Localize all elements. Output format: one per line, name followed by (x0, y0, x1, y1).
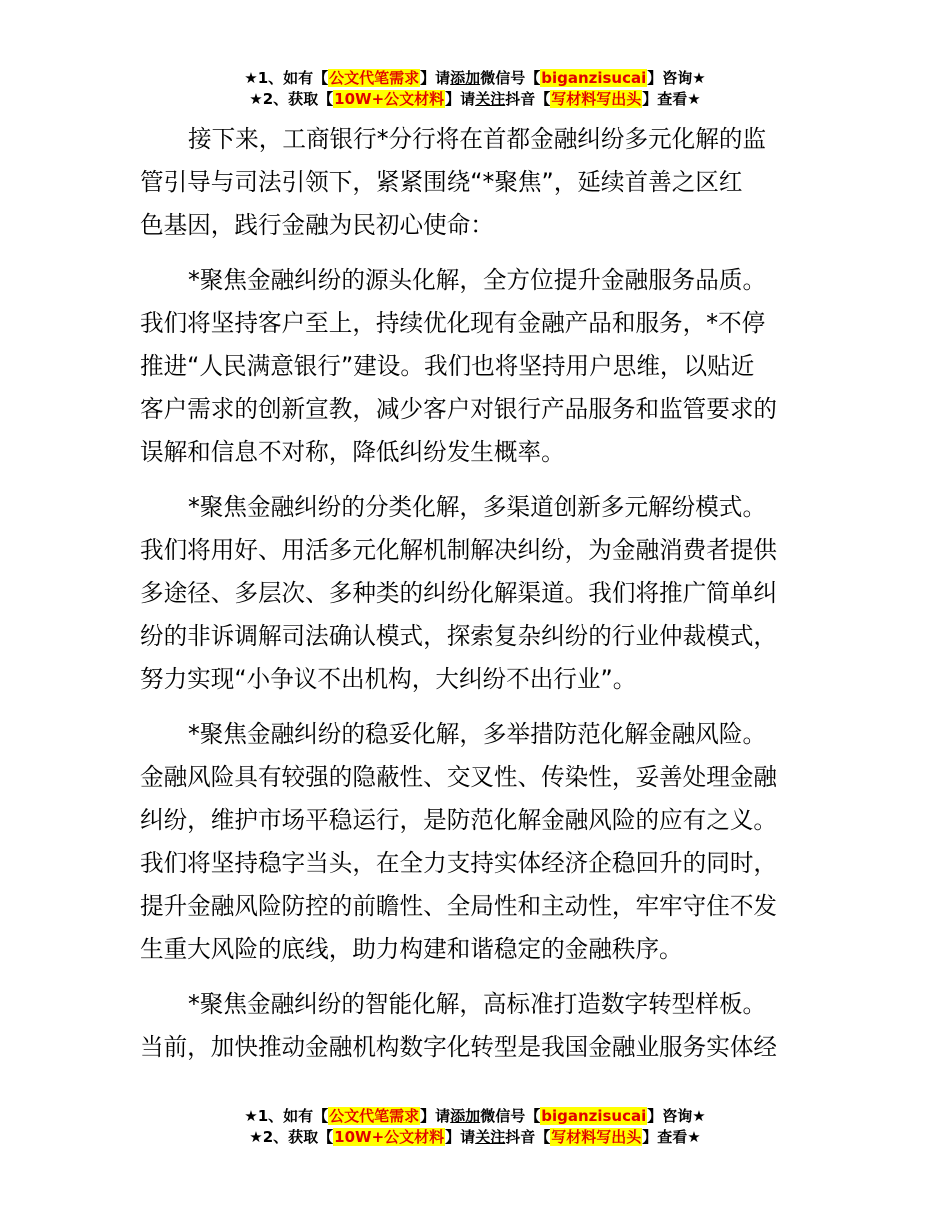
wechat-id-highlight: biganzisucai (541, 1107, 647, 1125)
banner-text: 】请 (445, 90, 476, 108)
text-line: 我们将坚持客户至上，持续优化现有金融产品和服务，*不停 (140, 309, 766, 337)
text-line: 管引导与司法引领下，紧紧围绕“*聚焦”，延续首善之区红 (140, 168, 743, 196)
star-icon: ★ (692, 69, 706, 87)
star-icon: ★ (687, 90, 701, 108)
text-line: *聚焦金融纠纷的稳妥化解，多举措防范化解金融风险。 (188, 720, 767, 748)
banner-text: 】咨询 (647, 69, 693, 87)
highlight-text: 公文代笔需求 (329, 69, 420, 87)
paragraph (140, 713, 812, 971)
banner-text: 】查看 (642, 1128, 688, 1146)
highlight-text: 公文代笔需求 (329, 1107, 420, 1125)
banner-text: 1、如有【 (257, 69, 329, 87)
star-icon: ★ (244, 69, 258, 87)
text-line: 色基因，践行金融为民初心使命： (140, 211, 494, 239)
banner-text: 】咨询 (647, 1107, 693, 1125)
highlight-text: 10W+公文材料 (334, 90, 445, 108)
text-line: 我们将用好、用活多元化解机制解决纠纷，为金融消费者提供 (140, 536, 778, 564)
document-body (140, 118, 812, 1081)
star-icon: ★ (244, 1107, 258, 1125)
banner-line-1 (0, 1106, 950, 1127)
text-line: 接下来，工商银行*分行将在首都金融纠纷多元化解的监 (188, 125, 767, 153)
text-line: 金融风险具有较强的隐蔽性、交叉性、传染性，妥善处理金融 (140, 763, 778, 791)
star-icon: ★ (692, 1107, 706, 1125)
text-line: 纷的非诉调解司法确认模式，探索复杂纠纷的行业仲裁模式， (140, 622, 778, 650)
banner-line-1 (0, 68, 950, 89)
text-line: 误解和信息不对称，降低纠纷发生概率。 (140, 438, 565, 466)
banner-text: 抖音【 (505, 90, 551, 108)
underlined-text: 关注 (475, 1128, 506, 1146)
banner-line-2 (0, 1127, 950, 1148)
banner-text: 微信号【 (480, 69, 541, 87)
paragraph (140, 259, 812, 474)
paragraph (140, 983, 812, 1069)
paragraph (140, 486, 812, 701)
banner-text: 】查看 (642, 90, 688, 108)
underlined-text: 关注 (475, 90, 506, 108)
banner-text: 】请 (420, 69, 451, 87)
text-line: 纠纷，维护市场平稳运行，是防范化解金融风险的应有之义。 (140, 806, 778, 834)
underlined-text: 添加 (450, 1107, 481, 1125)
banner-text: 】请 (445, 1128, 476, 1146)
banner-text: 】请 (420, 1107, 451, 1125)
text-line: 多途径、多层次、多种类的纠纷化解渠道。我们将推广简单纠 (140, 579, 778, 607)
underlined-text: 添加 (450, 69, 481, 87)
text-line: 提升金融风险防控的前瞻性、全局性和主动性，牢牢守住不发 (140, 892, 778, 920)
text-line: 当前，加快推动金融机构数字化转型是我国金融业服务实体经 (140, 1033, 778, 1061)
text-line: 努力实现“小争议不出机构，大纠纷不出行业”。 (140, 665, 637, 693)
footer-banner (0, 1106, 950, 1148)
banner-line-2 (0, 89, 950, 110)
banner-text: 2、获取【 (262, 90, 334, 108)
text-line: 客户需求的创新宣教，减少客户对银行产品服务和监管要求的 (140, 395, 778, 423)
douyin-highlight: 写材料写出头 (551, 1128, 642, 1146)
banner-text: 2、获取【 (262, 1128, 334, 1146)
text-line: *聚焦金融纠纷的分类化解，多渠道创新多元解纷模式。 (188, 493, 767, 521)
star-icon: ★ (249, 90, 263, 108)
douyin-highlight: 写材料写出头 (551, 90, 642, 108)
banner-text: 微信号【 (480, 1107, 541, 1125)
text-line: 我们将坚持稳字当头，在全力支持实体经济企稳回升的同时， (140, 849, 778, 877)
paragraph (140, 118, 812, 247)
star-icon: ★ (687, 1128, 701, 1146)
header-banner (0, 68, 950, 110)
highlight-text: 10W+公文材料 (334, 1128, 445, 1146)
wechat-id-highlight: biganzisucai (541, 69, 647, 87)
text-line: *聚焦金融纠纷的智能化解，高标准打造数字转型样板。 (188, 990, 767, 1018)
text-line: 推进“人民满意银行”建设。我们也将坚持用户思维，以贴近 (140, 352, 755, 380)
star-icon: ★ (249, 1128, 263, 1146)
text-line: *聚焦金融纠纷的源头化解，全方位提升金融服务品质。 (188, 266, 767, 294)
text-line: 生重大风险的底线，助力构建和谐稳定的金融秩序。 (140, 935, 683, 963)
banner-text: 1、如有【 (257, 1107, 329, 1125)
banner-text: 抖音【 (505, 1128, 551, 1146)
